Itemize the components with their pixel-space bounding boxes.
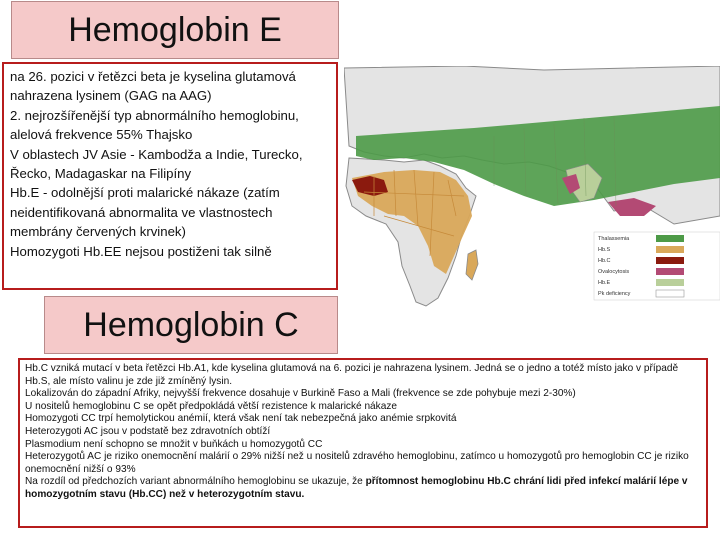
c-line-1: Hb.C vzniká mutací v beta řetězci Hb.A1, kde kyselina glutamová na 6. pozici je nahrazena lysinem. Jedná se o jedno a totéž místo jako v případě Hb.S, ale místo valinu je zde již zmíněný lysin.: [25, 363, 679, 387]
e-line-4: Hb.E - odolnější proti malarické nákaze (zatím neidentifikovaná abnormalita ve vlastnostech membrány červených krvinek): [10, 185, 280, 240]
c-line-2: Lokalizován do západní Afriky, nejvyšší frekvence dosahuje v Burkině Faso a Mali (frekvence se zde pohybuje mezi 2-30%): [25, 388, 576, 400]
e-line-3: V oblastech JV Asie - Kambodža a Indie, Turecko, Řecko, Madagaskar na Filipíny: [10, 146, 303, 182]
c-line-8: [25, 476, 701, 501]
title-hemoglobin-c: [44, 296, 338, 354]
legend-swatch-hbs: [656, 246, 684, 253]
legend-label-pk-deficiency: Pk deficiency: [598, 291, 631, 297]
c-line-5: Heterozygoti AC jsou v podstatě bez zdravotních obtíží: [25, 425, 271, 437]
hemoglobin-c-text-box: [18, 358, 708, 528]
title-hemoglobin-c-text: Hemoglobin C: [83, 305, 299, 344]
e-line-5: Homozygoti Hb.EE nejsou postiženi tak silně: [10, 243, 272, 259]
world-map-image: [344, 66, 720, 314]
e-line-2: 2. nejrozšířenější typ abnormálního hemoglobinu, alelová frekvence 55% Thajsko: [10, 107, 299, 143]
map-legend: [594, 232, 720, 300]
legend-label-hbs: Hb.S: [598, 247, 611, 253]
legend-swatch-pk-deficiency: [656, 290, 684, 297]
hemoglobin-e-text-box: [2, 62, 338, 290]
title-hemoglobin-e-text: Hemoglobin E: [68, 10, 282, 49]
c-line-7: Heterozygotů AC je riziko onemocnění malárií o 29% nižší než u nositelů zdravého hemoglobinu, zatímco u homozygotů pro hemoglobin CC je riziko onemocnění nižší o 93%: [25, 451, 689, 475]
c-line-8-plain: Na rozdíl od předchozích variant abnormálního hemoglobinu se ukazuje, že: [25, 476, 363, 488]
legend-swatch-hbe: [656, 279, 684, 286]
c-line-3: U nositelů hemoglobinu C se opět předpokládá větší rezistence k malarické nákaze: [25, 400, 397, 412]
title-hemoglobin-e: [11, 1, 339, 59]
c-line-4: Homozygoti CC trpí hemolytickou anémií, která však není tak nebezpečná jako anémie srpkovitá: [25, 413, 457, 425]
c-line-6: Plasmodium není schopno se množit v buňkách u homozygotů CC: [25, 438, 323, 450]
legend-swatch-ovalocytosis: [656, 268, 684, 275]
legend-label-ovalocytosis: Ovalocytosis: [598, 269, 630, 275]
e-line-1: na 26. pozici v řetězci beta je kyselina glutamová nahrazena lysinem (GAG na AAG): [10, 69, 296, 104]
c-line-8-bold: přítomnost hemoglobinu Hb.C chrání lidi před infekcí malárií lépe v homozygotním stavu (Hb.CC) než v heterozygotním stavu.: [25, 476, 688, 500]
legend-label-hbc: Hb.C: [598, 258, 611, 264]
legend-label-hbe: Hb.E: [598, 280, 611, 286]
legend-swatch-thalassemia: [656, 235, 684, 242]
legend-label-thalassemia: Thalassemia: [598, 236, 630, 242]
legend-swatch-hbc: [656, 257, 684, 264]
